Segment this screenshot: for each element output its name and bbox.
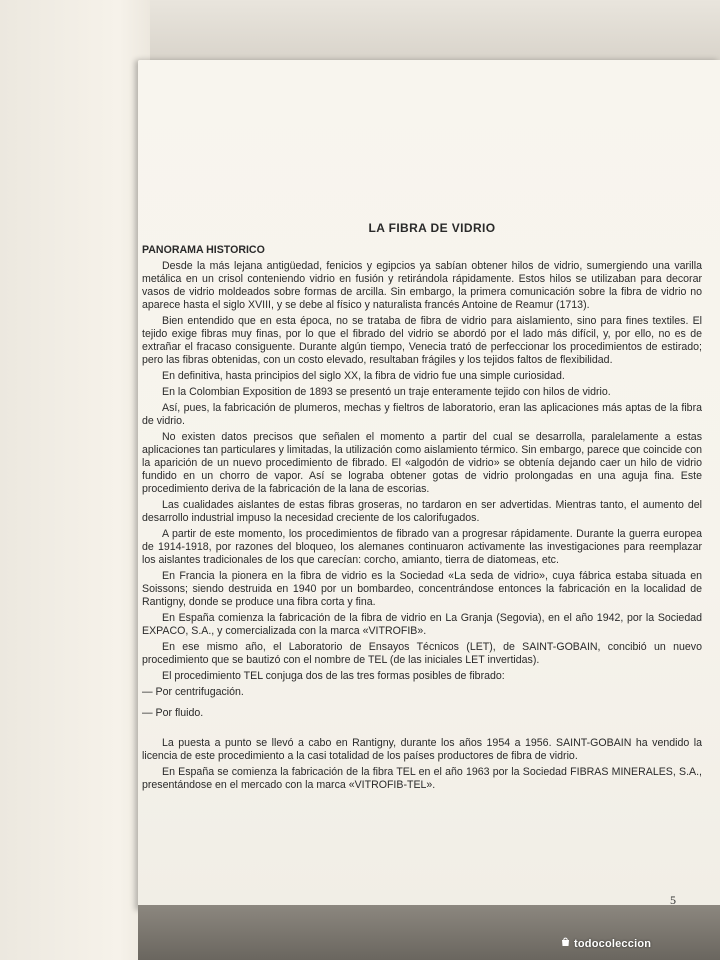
paragraph: Bien entendido que en esta época, no se trataba de fibra de vidrio para aislamiento, sino para fines textiles. El tejido exige fibras muy finas, por lo que el fibrado del vidrio se abordó por el lado más difícil, y, por ello, no es de extrañar el fracaso consiguente. Durante algún tiempo, Venecia trató de perfeccionar los procedimientos de estirado; pero las fibras obtenidas, con un costo elevado, resultaban frágiles y los tejidos faltos de flexibilidad. <box>142 315 702 366</box>
shopping-bag-icon <box>560 936 571 950</box>
paragraph: A partir de este momento, los procedimientos de fibrado van a progresar rápidamente. Durante la guerra europea de 1914-1918, por razones del bloqueo, los alemanes continuaron activamente las investigaciones para reemplazar los aislantes tradicionales de los que carecían: corcho, amianto, tierra de diatomeas, etc. <box>142 528 702 566</box>
paragraph: En España comienza la fabricación de la fibra de vidrio en La Granja (Segovia), en el año 1942, por la Sociedad EXPACO, S.A., y comercializada con la marca «VITROFIB». <box>142 612 702 637</box>
paragraph: En España se comienza la fabricación de la fibra TEL en el año 1963 por la Sociedad FIBRAS MINERALES, S.A., presentándose en el mercado con la marca «VITROFIB-TEL». <box>142 766 702 791</box>
paragraph: En definitiva, hasta principios del siglo XX, la fibra de vidrio fue una simple curiosidad. <box>162 370 565 382</box>
paragraph: Desde la más lejana antigüedad, fenicios y egipcios ya sabían obtener hilos de vidrio, sumergiendo una varilla metálica en un crisol conteniendo vidrio en fusión y retirándola rápidamente. Estos hilos se utilizaban para decorar vasos de vidrio moldeados sobre formas de arcilla. Sin embargo, la primera comunicación sobre la fibra de vidrio no aparece hasta el siglo XVIII, y se debe al físico y naturalista francés Antoine de Reamur (1713). <box>142 260 702 311</box>
list-item: — Por fluido. <box>142 707 204 719</box>
section-heading: PANORAMA HISTORICO <box>142 244 265 256</box>
page-shadow <box>138 905 720 960</box>
watermark <box>560 936 651 950</box>
page-number: 5 <box>670 893 676 907</box>
paragraph: En la Colombian Exposition de 1893 se presentó un traje enteramente tejido con hilos de vidrio. <box>162 386 611 398</box>
paragraph: La puesta a punto se llevó a cabo en Rantigny, durante los años 1954 a 1956. SAINT-GOBAIN ha vendido la licencia de este procedimiento a la casi totalidad de los países productores de fibra de vidrio. <box>142 737 702 762</box>
back-page-top-edge <box>150 0 720 60</box>
paragraph: El procedimiento TEL conjuga dos de las tres formas posibles de fibrado: <box>162 670 505 682</box>
document-title: LA FIBRA DE VIDRIO <box>368 221 496 235</box>
paragraph: En ese mismo año, el Laboratorio de Ensayos Técnicos (LET), de SAINT-GOBAIN, concibió un nuevo procedimiento que se bautizó con el nombre de TEL (de las iniciales LET invertidas). <box>142 641 702 666</box>
page-content <box>142 222 702 795</box>
paragraph: Así, pues, la fabricación de plumeros, mechas y fieltros de laboratorio, eran las aplicaciones más aptas de la fibra de vidrio. <box>142 402 702 427</box>
paragraph: En Francia la pionera en la fibra de vidrio es la Sociedad «La seda de vidrio», cuya fábrica estaba situada en Soissons; siendo destruida en 1940 por un bombardeo, concentrándose entonces la fabricación en la localidad de Rantigny, donde se produce una fibra corta y fina. <box>142 570 702 608</box>
paragraph: Las cualidades aislantes de estas fibras groseras, no tardaron en ser advertidas. Mientras tanto, el aumento del desarrollo industrial impuso la necesidad creciente de los calorifugados. <box>142 499 702 524</box>
paragraph: No existen datos precisos que señalen el momento a partir del cual se desarrolla, paralelamente a estas aplicaciones tan particulares y limitadas, la utilización como aislamiento térmico. Sin embargo, parece que coincide con la aparición de un nuevo procedimiento de fibrado. El «algodón de vidrio» se obtenía dejando caer un hilo de vidrio fundido en un chorro de vapor. Así se lograba obtener gotas de vidrio prolongadas en una aguja fina. Este procedimiento deriva de la fabricación de la lana de escorias. <box>142 431 702 495</box>
list-item: — Por centrifugación. <box>142 686 244 698</box>
watermark-text: todocoleccion <box>574 938 652 950</box>
